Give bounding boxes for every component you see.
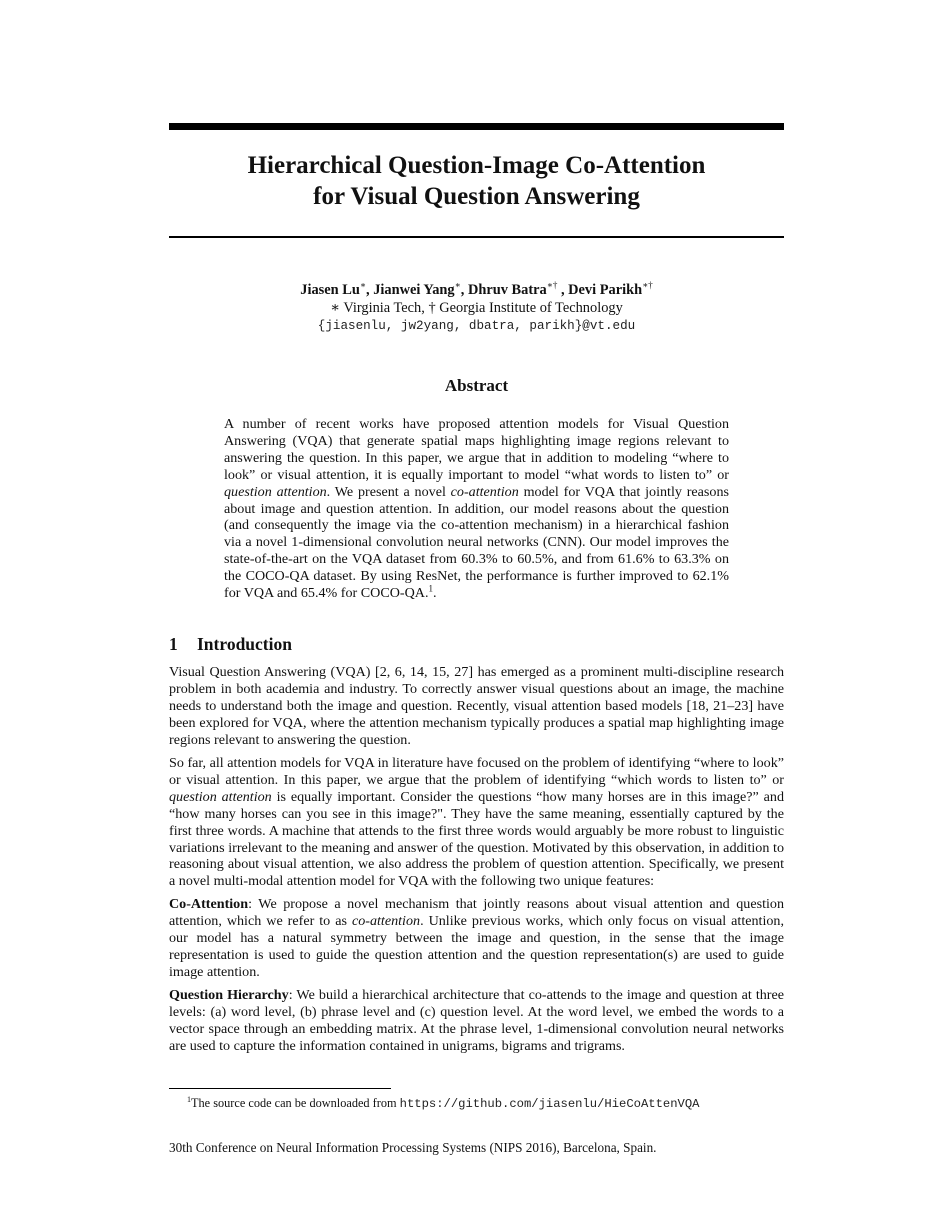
abstract-text [224, 416, 729, 602]
co-attention-label: Co-Attention [169, 896, 249, 913]
intro-paragraph-4 [169, 987, 784, 1055]
author-3: Dhruv Batra [467, 282, 547, 298]
title-line-1: Hierarchical Question-Image Co-Attention [247, 152, 706, 179]
intro-p2-part-1: So far, all attention models for VQA in literature have focused on the problem of identifying “where to look” or visual attention. In this paper, we argue that the problem of identifying “which words to listen to” or [169, 754, 784, 788]
conference-note: 30th Conference on Neural Information Processing Systems (NIPS 2016), Barcelona, Spain. [169, 1140, 657, 1155]
abstract-part-4: . [432, 585, 437, 602]
abstract-em-1: question attention [224, 483, 327, 500]
author-2: Jianwei Yang [373, 282, 455, 298]
author-3-mark: ∗† [546, 280, 558, 291]
paper-title [169, 150, 784, 212]
footnote [169, 1096, 700, 1111]
introduction-body [169, 664, 784, 1061]
intro-p4-part-1: : We build a hierarchical architecture that co-attends to the image and question at three levels: (a) word level, (b) phrase level and (c) question level. At the word level, we embed the words to a vector space through an embedding matrix. At the phrase level, 1-dimensional convolution neural networks are used to capture the information contained in unigrams, bigrams and trigrams. [169, 987, 784, 1055]
intro-paragraph-1: Visual Question Answering (VQA) [2, 6, 14, 15, 27] has emerged as a prominent multi-discipline research problem in both academia and industry. To correctly answer visual questions about an image, the machine needs to understand both the image and question. Recently, visual attention based models [18, 21–23] have been explored for VQA, where the attention mechanism typically produces a spatial map highlighting image regions relevant to answering the question. [169, 664, 784, 748]
abstract-part-1: A number of recent works have proposed attention models for Visual Question Answering (VQA) that generate spatial maps highlighting image regions relevant to answering the question. In this paper, we argue that in addition to modeling “where to look” or visual attention, it is equally important to model “what words to listen to” or [224, 416, 729, 483]
author-4: Devi Parikh [568, 282, 643, 298]
footnote-url-link[interactable]: https://github.com/jiasenlu/HieCoAttenVQA [399, 1097, 700, 1111]
author-1: Jiasen Lu [300, 282, 360, 298]
section-number: 1 [169, 634, 178, 654]
affiliation-mark-2: † [428, 300, 436, 316]
title-top-rule [169, 123, 784, 130]
footnote-rule [169, 1088, 391, 1089]
title-bottom-rule [169, 236, 784, 238]
footnote-text: The source code can be downloaded from [191, 1096, 400, 1110]
intro-p2-part-2: is equally important. Consider the questions “how many horses are in this image?” and “how many horses can you see in this image?". They have the same meaning, essentially captured by the first three words. A machine that attends to the first three words would arguably be more robust to linguistic variations irrelevant to the meaning and answer of the question. Motivated by this observation, in addition to reasoning about visual attention, we also address the problem of question attention. Specifically, we present a novel multi-modal attention model for VQA with the following two unique features: [169, 788, 784, 890]
abstract-part-2: . We present a novel [326, 483, 451, 500]
section-heading-introduction [169, 634, 292, 655]
affiliation-1: Virginia Tech, [343, 300, 425, 316]
author-2-mark: ∗ [454, 280, 461, 291]
abstract-heading: Abstract [444, 376, 509, 395]
intro-paragraph-3 [169, 896, 784, 981]
author-4-mark: ∗† [642, 280, 653, 291]
affiliation-mark-1: ∗ [330, 300, 340, 316]
intro-p2-em: question attention [169, 788, 272, 805]
intro-p3-part-1: : We propose a novel mechanism that jointly reasons about visual attention and question attention, which we refer to as [169, 896, 784, 930]
section-title: Introduction [197, 634, 292, 654]
intro-paragraph-2 [169, 755, 784, 891]
title-line-2: for Visual Question Answering [313, 183, 640, 210]
intro-p3-part-2: . Unlike previous works, which only focus on visual attention, our model has a natural symmetry between the image and question, in the sense that the image representation is used to guide the question attention and the question representation(s) are used to guide image attention. [169, 913, 784, 981]
question-hierarchy-label: Question Hierarchy [169, 987, 289, 1004]
abstract-em-2: co-attention [450, 483, 519, 500]
author-names: Jiasen Lu∗, Jianwei Yang∗, Dhruv Batra∗† , Devi Parikh∗† [300, 280, 653, 298]
footnote-mark: 1 [187, 1094, 191, 1104]
footnote-reference[interactable]: 1 [428, 583, 433, 594]
affiliation-2: Georgia Institute of Technology [439, 300, 623, 316]
intro-p3-em: co-attention [351, 913, 421, 930]
author-emails: {jiasenlu, jw2yang, dbatra, parikh}@vt.edu [317, 319, 636, 333]
affiliations [169, 299, 784, 317]
author-block [169, 281, 784, 335]
abstract-part-3: model for VQA that jointly reasons about image and question attention. In addition, our model reasons about the question (and consequently the image via the co-attention mechanism) in a hierarchical fashion via a novel 1-dimensional convolution neural networks (CNN). Our model improves the state-of-the-art on the VQA dataset from 60.3% to 60.5%, and from 61.6% to 63.3% on the COCO-QA dataset. By using ResNet, the performance is further improved to 62.1% for VQA and 65.4% for COCO-QA. [224, 483, 729, 602]
author-1-mark: ∗ [359, 280, 366, 291]
